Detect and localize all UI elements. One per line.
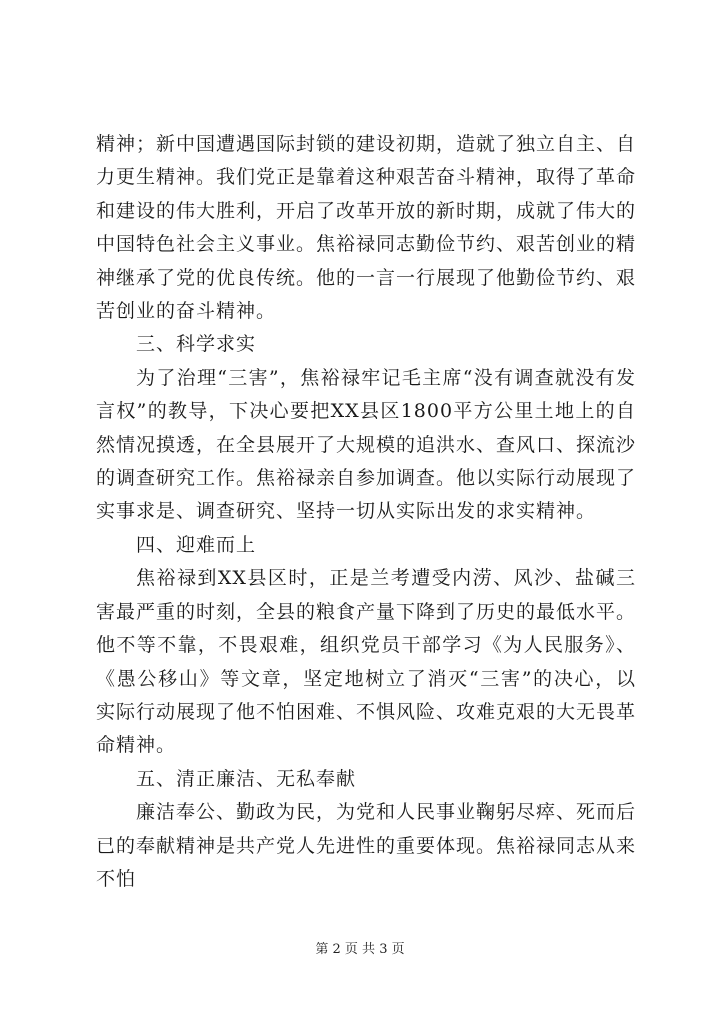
- paragraph-difficulty: 焦裕禄到XX县区时，正是兰考遭受内涝、风沙、盐碱三害最严重的时刻，全县的粮食产量下降到了历史的最低水平。他不等不靠，不畏艰难，组织党员干部学习《为人民服务》、《愚公移山》等文章，坚定地树立了消灭“三害”的决心，以实际行动展现了他不怕困难、不惧风险、攻难克艰的大无畏革命精神。: [96, 567, 637, 757]
- document-body: [96, 128, 636, 896]
- paragraph-dedication: 廉洁奉公、勤政为民，为党和人民事业鞠躬尽瘁、死而后已的奉献精神是共产党人先进性的重要体现。焦裕禄同志从来不怕: [96, 801, 637, 890]
- paragraph-continued: 精神；新中国遭遇国际封锁的建设初期，造就了独立自主、自力更生精神。我们党正是靠着这种艰苦奋斗精神，取得了革命和建设的伟大胜利，开启了改革开放的新时期，成就了伟大的中国特色社会主义事业。焦裕禄同志勤俭节约、艰苦创业的精神继承了党的优良传统。他的一言一行展现了他勤俭节约、艰苦创业的奋斗精神。: [96, 133, 637, 323]
- section-heading-3: 三、科学求实: [136, 333, 257, 356]
- paragraph-scientific: 为了治理“三害”，焦裕禄牢记毛主席“没有调查就没有发言权”的教导，下决心要把XX县区1800平方公里土地上的自然情况摸透，在全县展开了大规模的追洪水、查风口、探流沙的调查研究工作。焦裕禄亲自参加调查。他以实际行动展现了实事求是、调查研究、坚持一切从实际出发的求实精神。: [96, 366, 637, 523]
- section-heading-5: 五、清正廉洁、无私奉献: [136, 767, 357, 790]
- page-number-footer: 第 2 页 共 3 页: [315, 942, 405, 957]
- section-heading-4: 四、迎难而上: [136, 533, 257, 556]
